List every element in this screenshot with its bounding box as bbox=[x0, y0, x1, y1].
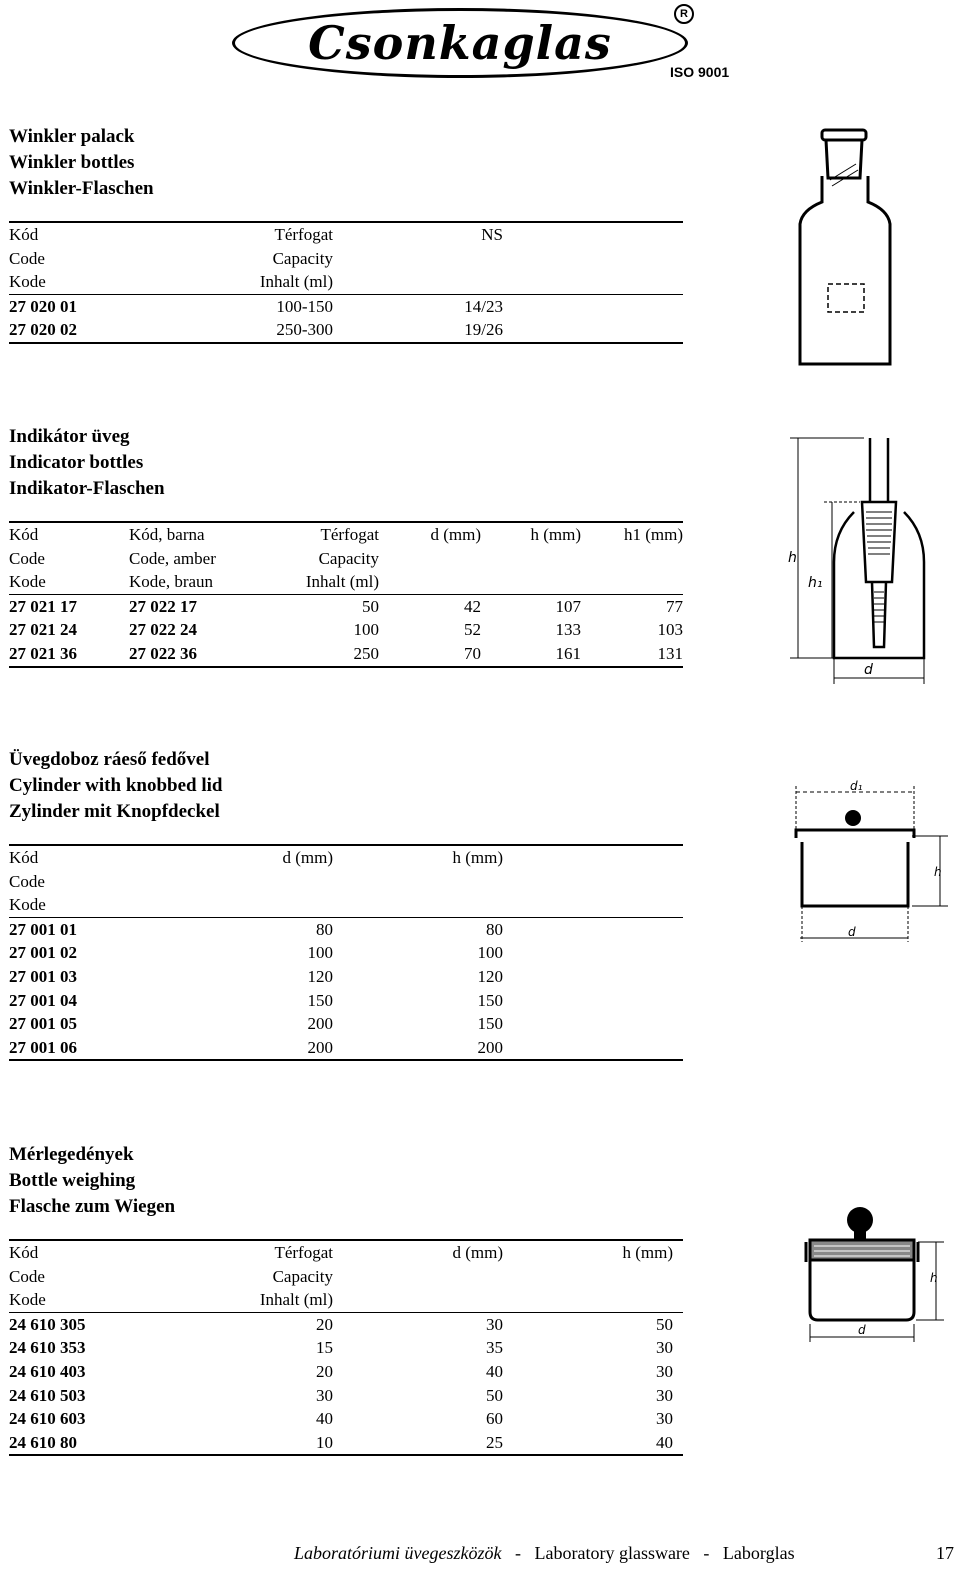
table-row: 24 610 80 10 25 40 bbox=[9, 1431, 683, 1456]
table-row: 24 610 403 20 40 30 bbox=[9, 1361, 673, 1381]
weighing-bottle-icon bbox=[800, 1200, 950, 1350]
cylinder-table bbox=[9, 844, 683, 1061]
section-title: Indikátor üveg Indicator bottles Indikator-Flaschen bbox=[9, 426, 165, 499]
table-row: 27 021 36 27 022 36 250 70 161 131 bbox=[9, 642, 683, 667]
table-header-row: Kód Térfogat d (mm) h (mm) bbox=[9, 1240, 683, 1265]
table-header-row: Kód d (mm) h (mm) bbox=[9, 845, 683, 870]
table-row: 27 021 24 27 022 24 100 52 133 103 bbox=[9, 620, 683, 640]
table-header-row: Code Capacity bbox=[9, 248, 333, 268]
winkler-bottle-icon bbox=[790, 124, 900, 374]
dimension-d1-label: d₁ bbox=[850, 779, 863, 793]
dimension-d-label: d bbox=[848, 925, 856, 939]
footer-en: Laboratory glassware bbox=[534, 1543, 690, 1563]
dimension-h-label: h bbox=[788, 550, 797, 566]
section-indicator bbox=[9, 424, 683, 668]
dimension-h1-label: h₁ bbox=[808, 575, 823, 591]
weighing-table bbox=[9, 1239, 683, 1456]
table-header-row: Code Capacity bbox=[9, 1266, 333, 1286]
section-title: Üvegdoboz ráeső fedővel Cylinder with knobbed lid Zylinder mit Knopfdeckel bbox=[9, 749, 223, 822]
table-header-row: Kode Inhalt (ml) bbox=[9, 270, 683, 294]
page-number: 17 bbox=[936, 1543, 954, 1563]
table-row: 24 610 503 30 50 30 bbox=[9, 1385, 673, 1405]
table-row: 27 020 02 250-300 19/26 bbox=[9, 318, 683, 343]
dimension-h-label: h bbox=[930, 1271, 938, 1285]
table-header-row: Code Code, amber Capacity bbox=[9, 548, 379, 568]
table-row: 27 001 02 100 100 bbox=[9, 943, 503, 963]
table-row: 24 610 353 15 35 30 bbox=[9, 1338, 673, 1358]
dimension-d-label: d bbox=[864, 662, 873, 678]
table-header-row: Kode Kode, braun Inhalt (ml) bbox=[9, 570, 683, 594]
table-row: 27 021 17 27 022 17 50 42 107 77 bbox=[9, 596, 683, 616]
section-weighing bbox=[9, 1142, 683, 1456]
registered-mark: R bbox=[674, 4, 694, 24]
dimension-h-label: h bbox=[934, 865, 942, 879]
footer-de: Laborglas bbox=[722, 1543, 795, 1563]
table-row: 24 610 603 40 60 30 bbox=[9, 1409, 673, 1429]
dimension-d-label: d bbox=[858, 1323, 866, 1337]
footer-separator: - bbox=[514, 1543, 521, 1563]
iso-label: ISO 9001 bbox=[670, 64, 730, 80]
section-title: Mérlegedények Bottle weighing Flasche zum Wiegen bbox=[9, 1144, 176, 1217]
table-header-row: Code bbox=[9, 871, 45, 891]
indicator-table bbox=[9, 521, 683, 668]
table-row: 27 001 06 200 200 bbox=[9, 1036, 683, 1061]
section-title: Winkler palack Winkler bottles Winkler-Flaschen bbox=[9, 126, 154, 199]
table-row: 27 001 01 80 80 bbox=[9, 919, 503, 939]
table-row: 24 610 305 20 30 50 bbox=[9, 1314, 673, 1334]
table-row: 27 001 03 120 120 bbox=[9, 966, 503, 986]
table-row: 27 001 05 200 150 bbox=[9, 1014, 503, 1034]
footer-separator: - bbox=[703, 1543, 710, 1563]
winkler-table bbox=[9, 221, 683, 344]
section-cylinder bbox=[9, 747, 683, 1061]
indicator-bottle-icon bbox=[784, 432, 954, 692]
footer-hu: Laboratóriumi üvegeszközök bbox=[294, 1543, 502, 1563]
page-footer bbox=[294, 1543, 954, 1564]
logo-brand-text: Csonkaglas bbox=[232, 8, 688, 78]
cylinder-lid-icon bbox=[790, 778, 952, 948]
table-row: 27 020 01 100-150 14/23 bbox=[9, 296, 503, 316]
table-header-row: Kode bbox=[9, 893, 683, 917]
section-winkler bbox=[9, 124, 683, 344]
table-header-row: Kód Kód, barna Térfogat d (mm) h (mm) h1 (mm) bbox=[9, 522, 683, 547]
company-logo bbox=[222, 4, 740, 80]
table-header-row: Kód Térfogat NS bbox=[9, 222, 683, 247]
table-row: 27 001 04 150 150 bbox=[9, 990, 503, 1010]
table-header-row: Kode Inhalt (ml) bbox=[9, 1288, 683, 1312]
